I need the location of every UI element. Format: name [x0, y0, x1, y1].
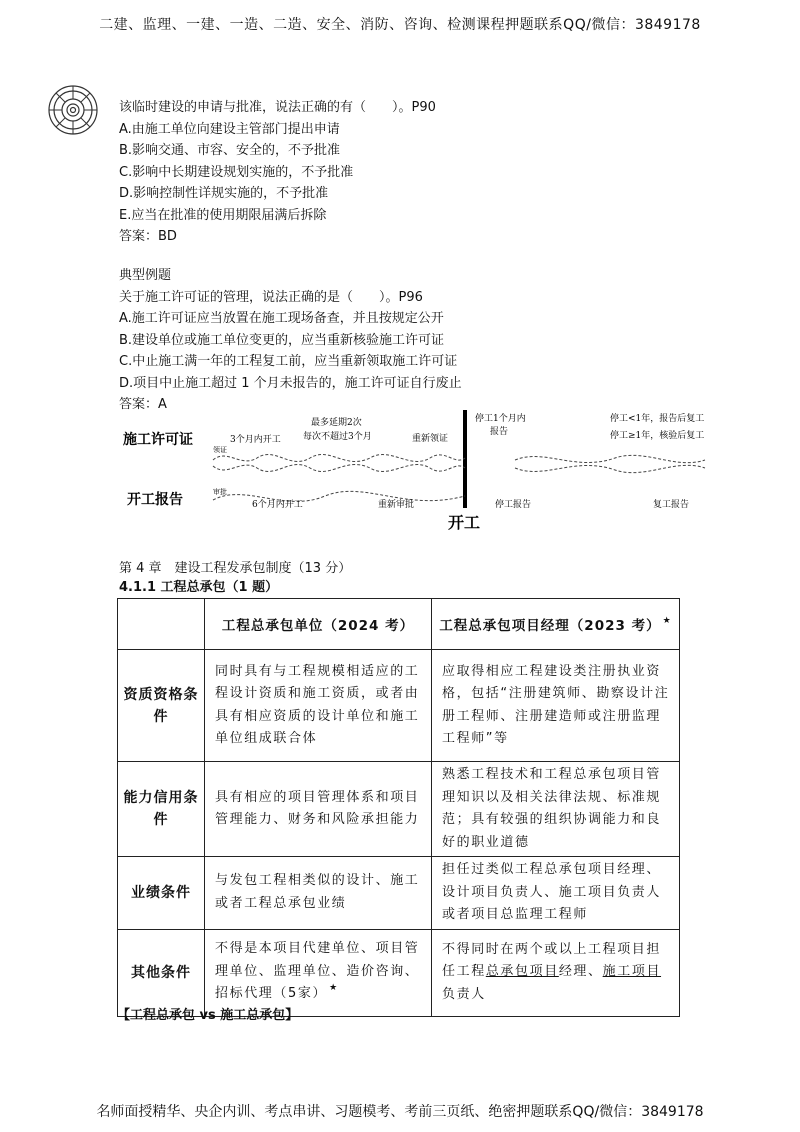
manager-cell: 熟悉工程技术和工程总承包项目管理知识以及相关法律法规、标准规范；具有较强的组织协调能力和良好的职业道德 — [432, 762, 680, 857]
text-extend: 最多延期2次 — [311, 418, 362, 428]
option-d: D.项目中止施工超过 1 个月未报告的，施工许可证自行废止 — [119, 375, 462, 391]
text-3months: 3个月内开工 — [230, 435, 281, 445]
row-label: 业绩条件 — [118, 857, 205, 930]
text-stopreport: 停工报告 — [495, 500, 532, 510]
unit-cell: 具有相应的项目管理体系和项目管理能力、财务和风险承担能力 — [205, 762, 432, 857]
permit-wave-lower — [213, 465, 465, 472]
row-label: 能力信用条件 — [118, 762, 205, 857]
stop-wave-lower — [515, 465, 705, 472]
general-contract-table — [117, 598, 680, 1017]
corner-cell — [118, 599, 205, 650]
report-wave — [213, 491, 465, 501]
question-stem: 关于施工许可证的管理，说法正确的是（ ）。P96 — [119, 289, 423, 305]
manager-text-1: 不得同时在两个或以上工程项目担任工程 — [442, 941, 662, 980]
text-extend2: 每次不超过3个月 — [303, 432, 372, 442]
row-label: 资质资格条件 — [118, 650, 205, 762]
unit-cell: 同时具有与工程规模相适应的工程设计资质和施工资质，或者由具有相应资质的设计单位和施工单位组成联合体 — [205, 650, 432, 762]
manager-text-2: 经理、 — [558, 964, 603, 980]
unit-cell — [205, 929, 432, 1016]
page-header: 二建、监理、一建、一造、二造、安全、消防、咨询、检测课程押题联系QQ/微信：3849178 — [99, 17, 701, 33]
tag-lingzheng: 领证 — [213, 446, 227, 454]
table-header-row — [118, 599, 680, 650]
option-a: A.施工许可证应当放置在施工现场备查，并且按规定公开 — [119, 311, 444, 326]
star-icon: ★ — [662, 616, 672, 626]
option-b: B.影响交通、市容、安全的，不予批准 — [119, 143, 341, 158]
chapter-title: 第 4 章 建设工程发承包制度（13 分） — [119, 561, 352, 576]
option-a: A.由施工单位向建设主管部门提出申请 — [119, 121, 340, 137]
manager-cell — [432, 929, 680, 1016]
option-d: D.影响控制性详规实施的，不予批准 — [119, 186, 329, 201]
section-title: 4.1.1 工程总承包（1 题） — [119, 580, 279, 595]
unit-cell-text: 不得是本项目代建单位、项目管理单位、监理单位、造价咨询、招标代理（5家） — [215, 941, 420, 1002]
answer: 答案：BD — [119, 229, 177, 244]
text-6months: 6个月内开工 — [252, 500, 303, 510]
table-row — [118, 929, 680, 1016]
logo-icon — [47, 80, 99, 140]
table-row — [118, 650, 680, 762]
label-start: 开工 — [448, 513, 481, 532]
col-header-manager-text: 工程总承包项目经理（2023 考） — [439, 618, 661, 634]
text-ge1y: 停工≥1年，核验后复工 — [610, 431, 705, 441]
text-lt1y: 停工<1年，报告后复工 — [610, 414, 705, 424]
question-stem: 该临时建设的申请与批准，说法正确的有（ ）。P90 — [119, 100, 436, 115]
chapter-heading-block — [119, 559, 351, 597]
option-c: C.中止施工满一年的工程复工前，应当重新领取施工许可证 — [119, 354, 458, 369]
stop-wave-upper — [515, 455, 705, 462]
text-reapprove: 重新审批 — [378, 500, 415, 510]
text-renew: 重新领证 — [412, 434, 449, 444]
compare-heading: 【工程总承包 vs 施工总承包】 — [117, 1008, 299, 1023]
permit-wave-upper — [213, 455, 465, 462]
page-footer: 名师面授精华、央企内训、考点串讲、习题模考、考前三页纸、绝密押题联系QQ/微信：3849178 — [96, 1104, 704, 1120]
table-row — [118, 857, 680, 930]
label-permit: 施工许可证 — [123, 432, 193, 448]
col-header-unit-text: 工程总承包单位（2024 考） — [221, 618, 415, 634]
table-row — [118, 762, 680, 857]
col-header-unit — [205, 599, 432, 650]
star-icon: ★ — [329, 983, 339, 994]
row-label: 其他条件 — [118, 929, 205, 1016]
col-header-manager — [432, 599, 680, 650]
text-stop2: 报告 — [490, 427, 509, 437]
manager-text-3: 负责人 — [442, 986, 486, 1002]
permit-timeline-diagram — [115, 408, 735, 538]
option-e: E.应当在批准的使用期限届满后拆除 — [119, 207, 327, 223]
manager-text-underlined-2: 施工项目 — [602, 964, 662, 980]
label-report: 开工报告 — [127, 492, 183, 508]
unit-cell: 与发包工程相类似的设计、施工或者工程总承包业绩 — [205, 857, 432, 930]
text-stop1: 停工1个月内 — [475, 414, 526, 424]
answer: 答案：A — [119, 397, 167, 412]
text-resumereport: 复工报告 — [653, 500, 690, 510]
tag-shenpi: 审批 — [213, 488, 227, 496]
question-1 — [119, 97, 436, 248]
question-2 — [119, 265, 462, 416]
section-heading: 典型例题 — [119, 268, 172, 283]
manager-cell: 应取得相应工程建设类注册执业资格，包括“注册建筑师、勘察设计注册工程师、注册建造师或注册监理工程师”等 — [432, 650, 680, 762]
option-b: B.建设单位或施工单位变更的，应当重新核验施工许可证 — [119, 332, 445, 348]
manager-cell: 担任过类似工程总承包项目经理、设计项目负责人、施工项目负责人或者项目总监理工程师 — [432, 857, 680, 930]
manager-text-underlined-1: 总承包项目 — [485, 964, 559, 980]
option-c: C.影响中长期建设规划实施的，不予批准 — [119, 164, 354, 180]
